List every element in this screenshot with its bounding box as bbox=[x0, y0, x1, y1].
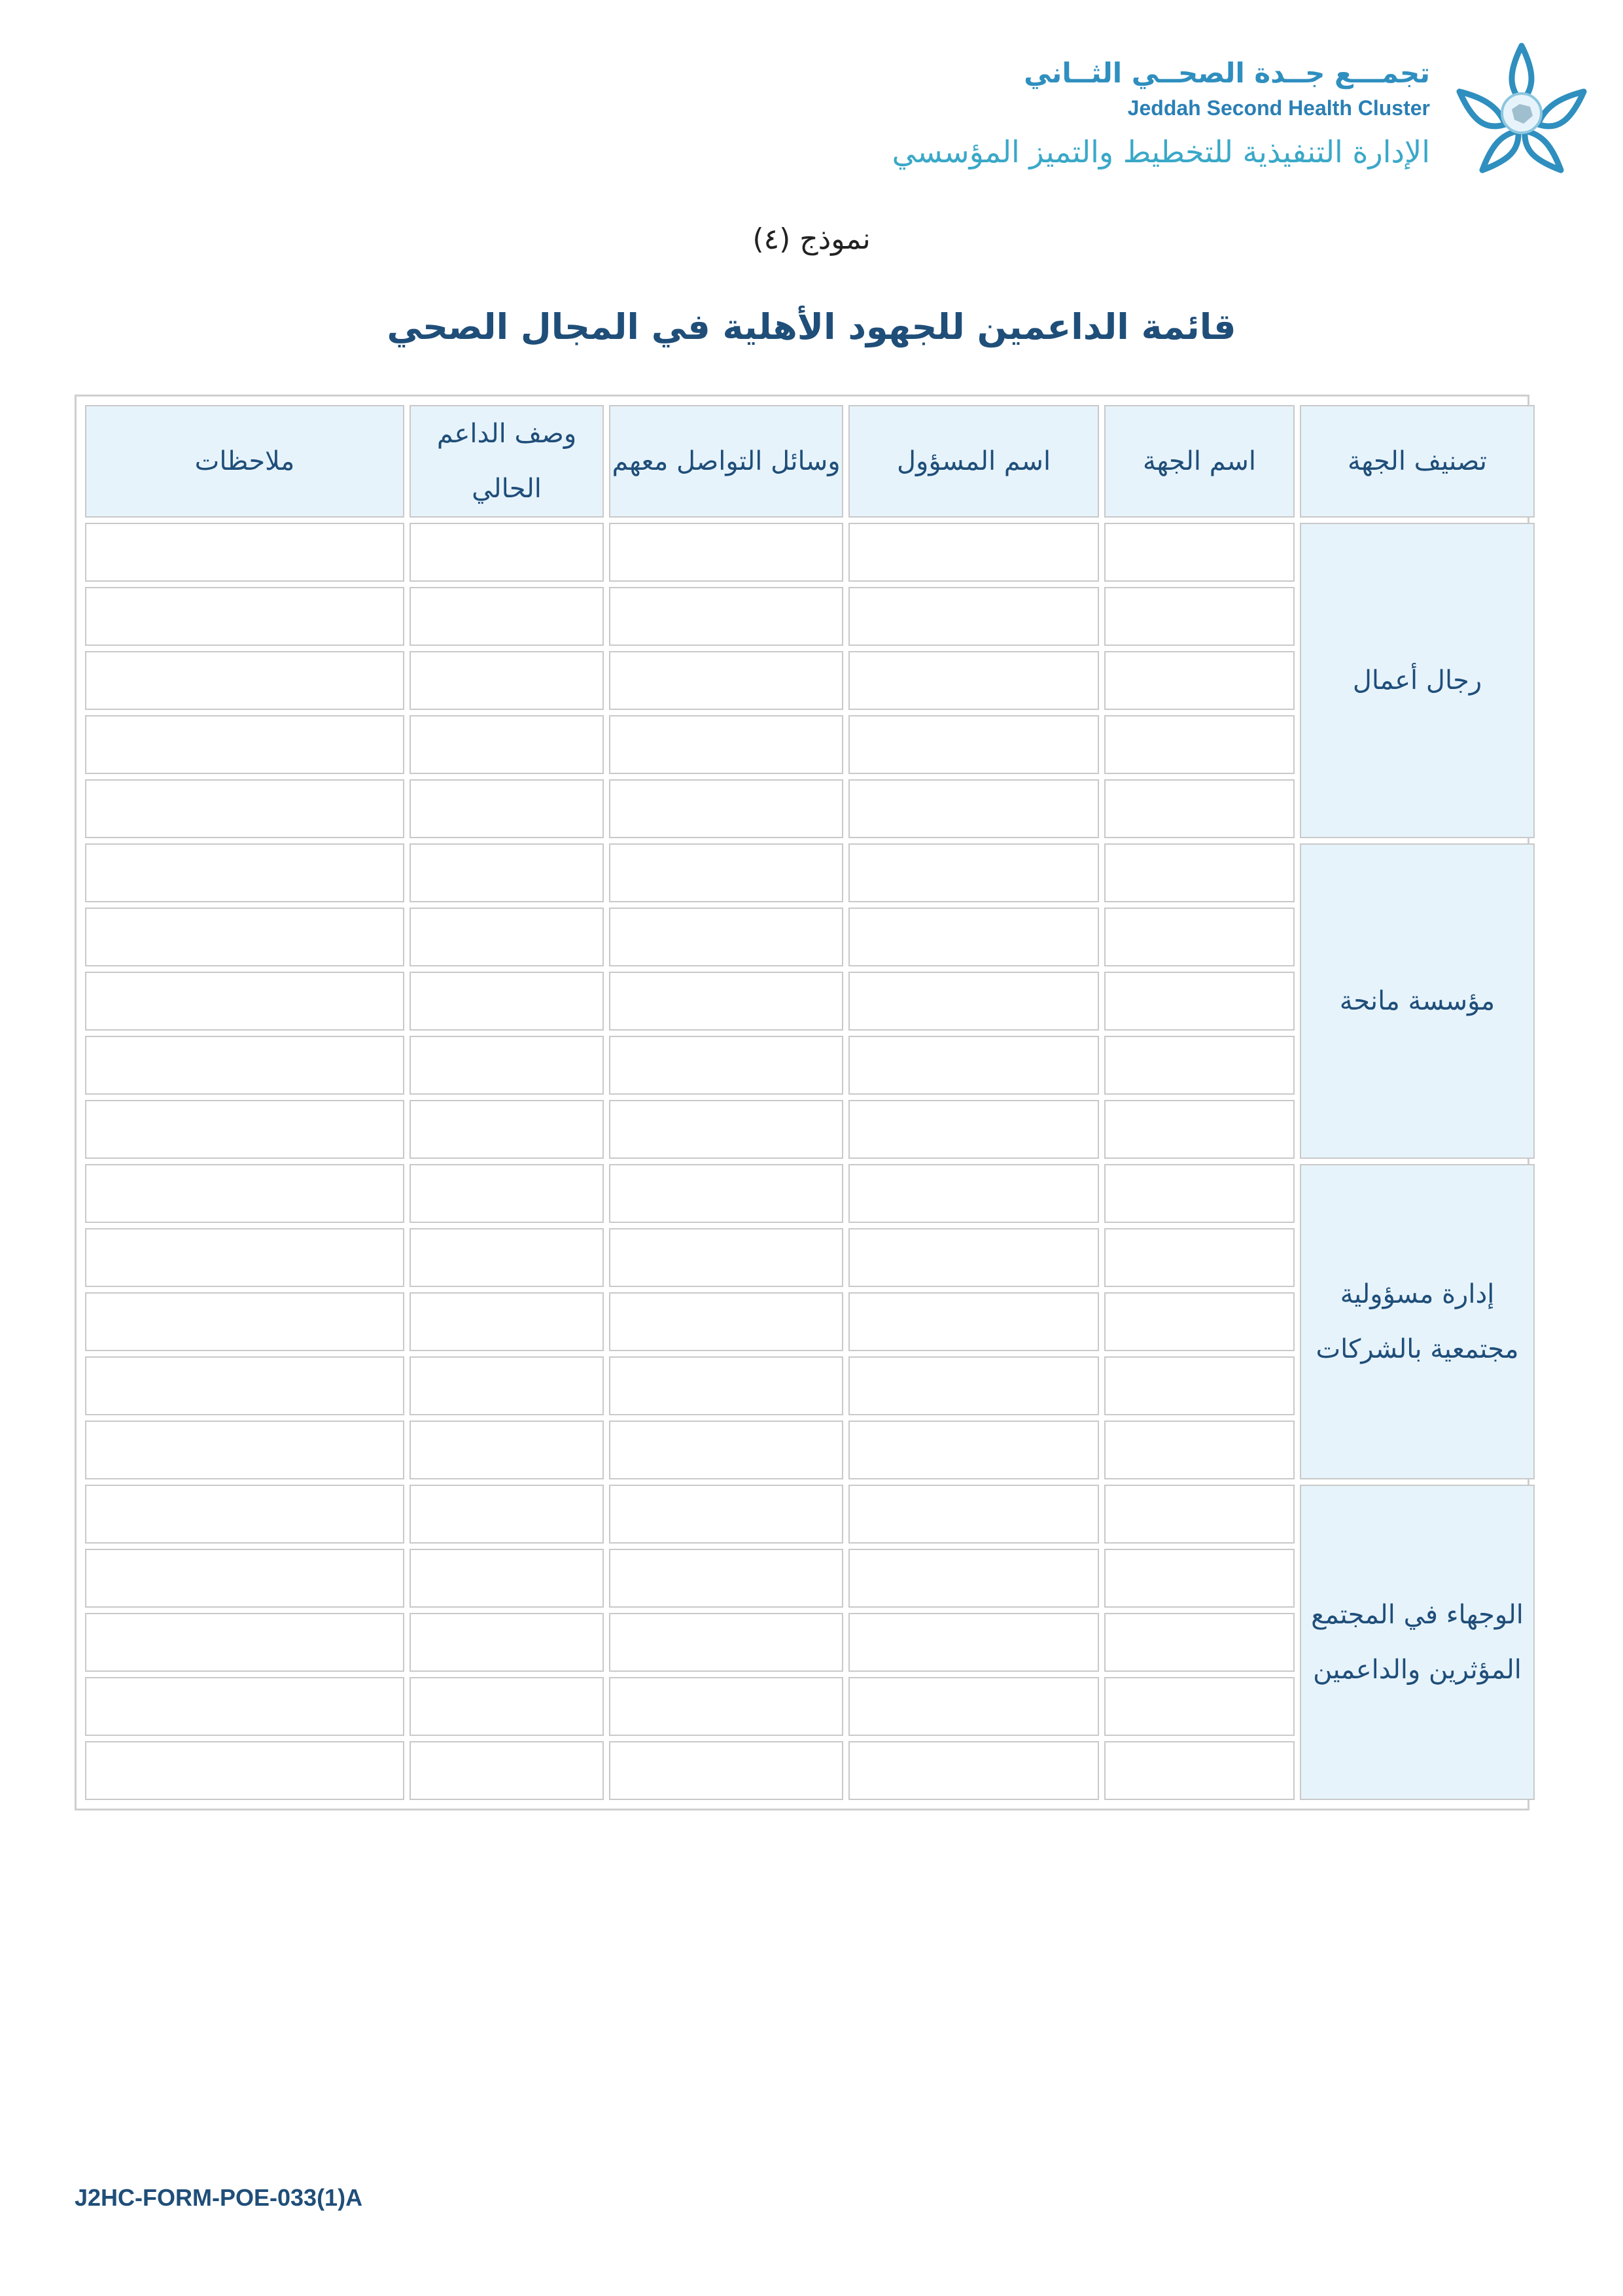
responsible-name-cell[interactable] bbox=[848, 779, 1099, 838]
contact-means-cell[interactable] bbox=[609, 1485, 843, 1544]
notes-cell[interactable] bbox=[85, 972, 404, 1031]
entity-name-cell[interactable] bbox=[1104, 1613, 1295, 1672]
contact-means-cell[interactable] bbox=[609, 715, 843, 774]
contact-means-cell[interactable] bbox=[609, 1292, 843, 1351]
notes-cell[interactable] bbox=[85, 1677, 404, 1736]
entity-name-cell[interactable] bbox=[1104, 1677, 1295, 1736]
responsible-name-cell[interactable] bbox=[848, 1228, 1099, 1287]
department-name: الإدارة التنفيذية للتخطيط والتميز المؤسسي bbox=[892, 134, 1430, 169]
entity-name-cell[interactable] bbox=[1104, 1100, 1295, 1159]
supporter-description-cell[interactable] bbox=[410, 908, 604, 966]
entity-name-cell[interactable] bbox=[1104, 651, 1295, 710]
responsible-name-cell[interactable] bbox=[848, 908, 1099, 966]
table-row bbox=[85, 1485, 1535, 1544]
supporter-description-cell[interactable] bbox=[410, 1100, 604, 1159]
header-category: تصنيف الجهة bbox=[1300, 405, 1535, 518]
entity-name-cell[interactable] bbox=[1104, 715, 1295, 774]
supporter-description-cell[interactable] bbox=[410, 972, 604, 1031]
entity-name-cell[interactable] bbox=[1104, 1036, 1295, 1095]
notes-cell[interactable] bbox=[85, 587, 404, 646]
contact-means-cell[interactable] bbox=[609, 1741, 843, 1800]
supporter-description-cell[interactable] bbox=[410, 1292, 604, 1351]
contact-means-cell[interactable] bbox=[609, 1549, 843, 1608]
supporter-description-cell[interactable] bbox=[410, 715, 604, 774]
header-supporter-description: وصف الداعم الحالي bbox=[410, 405, 604, 518]
contact-means-cell[interactable] bbox=[609, 1164, 843, 1223]
header bbox=[892, 36, 1597, 193]
responsible-name-cell[interactable] bbox=[848, 1356, 1099, 1415]
contact-means-cell[interactable] bbox=[609, 1100, 843, 1159]
supporter-description-cell[interactable] bbox=[410, 1421, 604, 1479]
category-cell: الوجهاء في المجتمع المؤثرين والداعمين bbox=[1300, 1485, 1535, 1800]
entity-name-cell[interactable] bbox=[1104, 1292, 1295, 1351]
table-header-row bbox=[85, 405, 1535, 518]
supporter-description-cell[interactable] bbox=[410, 779, 604, 838]
notes-cell[interactable] bbox=[85, 779, 404, 838]
contact-means-cell[interactable] bbox=[609, 1036, 843, 1095]
notes-cell[interactable] bbox=[85, 1613, 404, 1672]
entity-name-cell[interactable] bbox=[1104, 1356, 1295, 1415]
notes-cell[interactable] bbox=[85, 1549, 404, 1608]
contact-means-cell[interactable] bbox=[609, 1613, 843, 1672]
responsible-name-cell[interactable] bbox=[848, 1164, 1099, 1223]
entity-name-cell[interactable] bbox=[1104, 523, 1295, 582]
org-name-english: Jeddah Second Health Cluster bbox=[1127, 96, 1430, 120]
header-notes: ملاحظات bbox=[85, 405, 404, 518]
notes-cell[interactable] bbox=[85, 1228, 404, 1287]
entity-name-cell[interactable] bbox=[1104, 1549, 1295, 1608]
supporter-description-cell[interactable] bbox=[410, 1677, 604, 1736]
entity-name-cell[interactable] bbox=[1104, 1228, 1295, 1287]
entity-name-cell[interactable] bbox=[1104, 843, 1295, 902]
responsible-name-cell[interactable] bbox=[848, 972, 1099, 1031]
responsible-name-cell[interactable] bbox=[848, 1485, 1099, 1544]
responsible-name-cell[interactable] bbox=[848, 1292, 1099, 1351]
responsible-name-cell[interactable] bbox=[848, 523, 1099, 582]
notes-cell[interactable] bbox=[85, 1100, 404, 1159]
notes-cell[interactable] bbox=[85, 908, 404, 966]
supporter-description-cell[interactable] bbox=[410, 1549, 604, 1608]
header-contact-means: وسائل التواصل معهم bbox=[609, 405, 843, 518]
supporters-table-wrapper bbox=[75, 395, 1529, 1810]
notes-cell[interactable] bbox=[85, 1292, 404, 1351]
supporter-description-cell[interactable] bbox=[410, 1485, 604, 1544]
contact-means-cell[interactable] bbox=[609, 1356, 843, 1415]
contact-means-cell[interactable] bbox=[609, 972, 843, 1031]
notes-cell[interactable] bbox=[85, 1421, 404, 1479]
notes-cell[interactable] bbox=[85, 1356, 404, 1415]
entity-name-cell[interactable] bbox=[1104, 779, 1295, 838]
category-cell: رجال أعمال bbox=[1300, 523, 1535, 838]
contact-means-cell[interactable] bbox=[609, 843, 843, 902]
header-entity-name: اسم الجهة bbox=[1104, 405, 1295, 518]
table-row bbox=[85, 843, 1535, 902]
notes-cell[interactable] bbox=[85, 1164, 404, 1223]
responsible-name-cell[interactable] bbox=[848, 1421, 1099, 1479]
form-title: قائمة الداعمين للجهود الأهلية في المجال الصحي bbox=[387, 306, 1236, 347]
entity-name-cell[interactable] bbox=[1104, 587, 1295, 646]
responsible-name-cell[interactable] bbox=[848, 587, 1099, 646]
responsible-name-cell[interactable] bbox=[848, 1100, 1099, 1159]
contact-means-cell[interactable] bbox=[609, 908, 843, 966]
supporter-description-cell[interactable] bbox=[410, 587, 604, 646]
cluster-logo-icon bbox=[1446, 36, 1597, 186]
responsible-name-cell[interactable] bbox=[848, 843, 1099, 902]
table-body bbox=[85, 523, 1535, 1800]
notes-cell[interactable] bbox=[85, 1741, 404, 1800]
entity-name-cell[interactable] bbox=[1104, 1485, 1295, 1544]
entity-name-cell[interactable] bbox=[1104, 908, 1295, 966]
entity-name-cell[interactable] bbox=[1104, 1421, 1295, 1479]
responsible-name-cell[interactable] bbox=[848, 1741, 1099, 1800]
notes-cell[interactable] bbox=[85, 1485, 404, 1544]
contact-means-cell[interactable] bbox=[609, 779, 843, 838]
org-name-arabic: تجمـــع جــدة الصحــي الثــاني bbox=[1024, 57, 1430, 89]
form-code: J2HC-FORM-POE-033(1)A bbox=[75, 2184, 363, 2211]
responsible-name-cell[interactable] bbox=[848, 1677, 1099, 1736]
supporter-description-cell[interactable] bbox=[410, 1164, 604, 1223]
responsible-name-cell[interactable] bbox=[848, 1036, 1099, 1095]
supporter-description-cell[interactable] bbox=[410, 651, 604, 710]
responsible-name-cell[interactable] bbox=[848, 1549, 1099, 1608]
responsible-name-cell[interactable] bbox=[848, 1613, 1099, 1672]
entity-name-cell[interactable] bbox=[1104, 1164, 1295, 1223]
supporter-description-cell[interactable] bbox=[410, 1613, 604, 1672]
supporter-description-cell[interactable] bbox=[410, 1356, 604, 1415]
category-cell: مؤسسة مانحة bbox=[1300, 843, 1535, 1159]
category-cell: إدارة مسؤولية مجتمعية بالشركات bbox=[1300, 1164, 1535, 1479]
notes-cell[interactable] bbox=[85, 843, 404, 902]
contact-means-cell[interactable] bbox=[609, 1228, 843, 1287]
entity-name-cell[interactable] bbox=[1104, 972, 1295, 1031]
notes-cell[interactable] bbox=[85, 523, 404, 582]
responsible-name-cell[interactable] bbox=[848, 651, 1099, 710]
contact-means-cell[interactable] bbox=[609, 1421, 843, 1479]
supporter-description-cell[interactable] bbox=[410, 843, 604, 902]
form-number: نموذج (٤) bbox=[752, 222, 871, 256]
responsible-name-cell[interactable] bbox=[848, 715, 1099, 774]
contact-means-cell[interactable] bbox=[609, 651, 843, 710]
contact-means-cell[interactable] bbox=[609, 587, 843, 646]
table-row bbox=[85, 1164, 1535, 1223]
supporter-description-cell[interactable] bbox=[410, 1036, 604, 1095]
notes-cell[interactable] bbox=[85, 651, 404, 710]
entity-name-cell[interactable] bbox=[1104, 1741, 1295, 1800]
table-row bbox=[85, 523, 1535, 582]
supporters-table bbox=[80, 400, 1540, 1805]
header-responsible-name: اسم المسؤول bbox=[848, 405, 1099, 518]
notes-cell[interactable] bbox=[85, 1036, 404, 1095]
contact-means-cell[interactable] bbox=[609, 523, 843, 582]
supporter-description-cell[interactable] bbox=[410, 1741, 604, 1800]
supporter-description-cell[interactable] bbox=[410, 1228, 604, 1287]
supporter-description-cell[interactable] bbox=[410, 523, 604, 582]
notes-cell[interactable] bbox=[85, 715, 404, 774]
contact-means-cell[interactable] bbox=[609, 1677, 843, 1736]
